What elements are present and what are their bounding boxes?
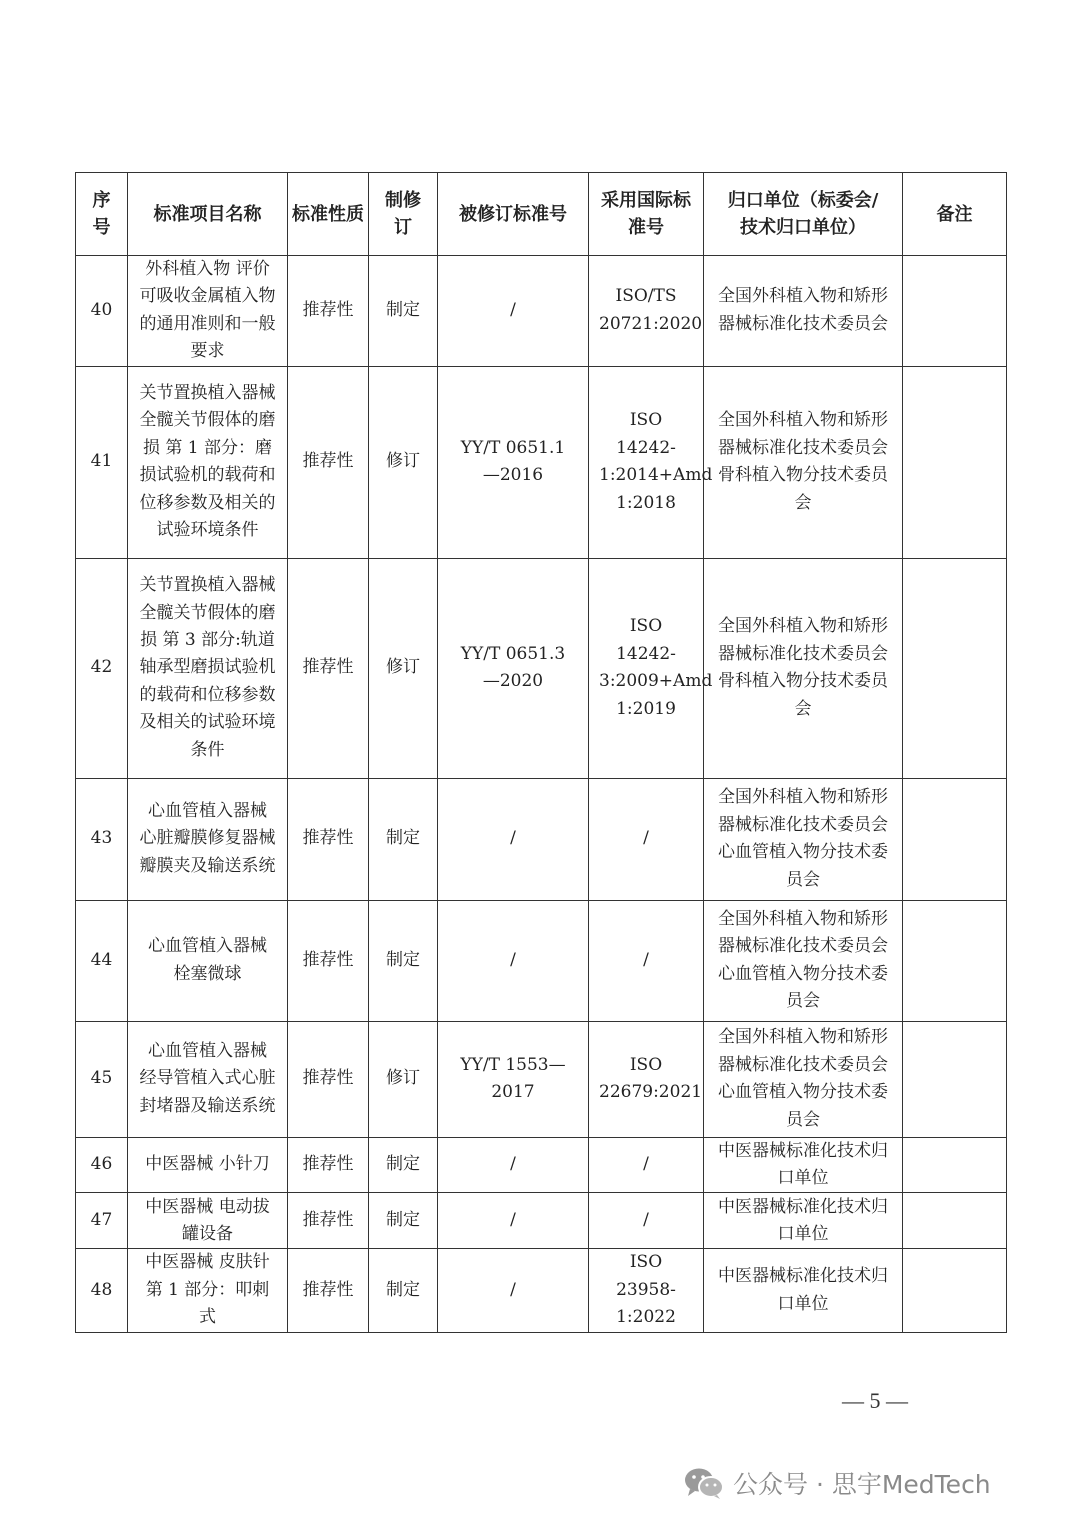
table-row [76, 1021, 1007, 1137]
row-number: 47 [76, 1193, 128, 1249]
row-type: 制定 [369, 778, 438, 900]
row-nature: 推荐性 [288, 1021, 369, 1137]
row-revised: / [438, 1193, 589, 1249]
header-no: 序号 [76, 173, 128, 256]
row-number: 42 [76, 558, 128, 778]
row-number: 41 [76, 366, 128, 558]
row-name: 外科植入物 评价可吸收金属植入物的通用准则和一般要求 [128, 256, 288, 367]
row-name: 心血管植入器械 栓塞微球 [128, 900, 288, 1021]
row-unit: 中医器械标准化技术归口单位 [704, 1249, 903, 1332]
row-unit: 全国外科植入物和矫形器械标准化技术委员会 [704, 256, 903, 367]
row-type: 修订 [369, 366, 438, 558]
row-unit: 全国外科植入物和矫形器械标准化技术委员会心血管植入物分技术委员会 [704, 778, 903, 900]
row-number: 46 [76, 1137, 128, 1193]
row-intl: / [589, 1137, 704, 1193]
row-number: 45 [76, 1021, 128, 1137]
row-type: 修订 [369, 558, 438, 778]
row-type: 制定 [369, 1193, 438, 1249]
row-name: 心血管植入器械 经导管植入式心脏封堵器及输送系统 [128, 1021, 288, 1137]
header-note: 备注 [903, 173, 1007, 256]
row-revised: / [438, 1137, 589, 1193]
row-note [903, 256, 1007, 367]
row-intl: ISO/TS 20721:2020 [589, 256, 704, 367]
standards-table [75, 172, 1007, 1333]
row-intl: / [589, 778, 704, 900]
row-type: 制定 [369, 900, 438, 1021]
row-name: 关节置换植入器械 全髋关节假体的磨损 第 1 部分：磨损试验机的载荷和位移参数及相关的试验环境条件 [128, 366, 288, 558]
table-row [76, 900, 1007, 1021]
row-nature: 推荐性 [288, 1137, 369, 1193]
header-type: 制修订 [369, 173, 438, 256]
row-number: 43 [76, 778, 128, 900]
table-row [76, 778, 1007, 900]
header-intl: 采用国际标准号 [589, 173, 704, 256]
row-intl: ISO 14242-1:2014+Amd 1:2018 [589, 366, 704, 558]
row-note [903, 900, 1007, 1021]
row-revised: / [438, 778, 589, 900]
table-row [76, 1137, 1007, 1193]
watermark [683, 1465, 991, 1501]
header-nature: 标准性质 [288, 173, 369, 256]
row-nature: 推荐性 [288, 778, 369, 900]
row-name: 关节置换植入器械 全髋关节假体的磨损 第 3 部分:轨道轴承型磨损试验机的载荷和位移参数及相关的试验环境条件 [128, 558, 288, 778]
row-note [903, 1137, 1007, 1193]
watermark-text: 公众号 · 思宇MedTech [733, 1470, 991, 1499]
row-name: 心血管植入器械 心脏瓣膜修复器械 瓣膜夹及输送系统 [128, 778, 288, 900]
row-unit: 全国外科植入物和矫形器械标准化技术委员会骨科植入物分技术委员会 [704, 558, 903, 778]
row-note [903, 1021, 1007, 1137]
row-revised: / [438, 900, 589, 1021]
row-note [903, 558, 1007, 778]
wechat-icon [683, 1466, 725, 1500]
row-unit: 全国外科植入物和矫形器械标准化技术委员会骨科植入物分技术委员会 [704, 366, 903, 558]
row-nature: 推荐性 [288, 558, 369, 778]
row-note [903, 778, 1007, 900]
row-note [903, 366, 1007, 558]
table-header-row [76, 173, 1007, 256]
row-type: 修订 [369, 1021, 438, 1137]
row-number: 48 [76, 1249, 128, 1332]
row-nature: 推荐性 [288, 900, 369, 1021]
row-name: 中医器械 小针刀 [128, 1137, 288, 1193]
page-number: — 5 — [842, 1388, 908, 1413]
header-unit: 归口单位（标委会/技术归口单位） [704, 173, 903, 256]
row-revised: / [438, 256, 589, 367]
row-nature: 推荐性 [288, 366, 369, 558]
table-row [76, 256, 1007, 367]
row-unit: 中医器械标准化技术归口单位 [704, 1137, 903, 1193]
row-revised: / [438, 1249, 589, 1332]
table-row [76, 366, 1007, 558]
row-note [903, 1249, 1007, 1332]
row-type: 制定 [369, 1137, 438, 1193]
row-nature: 推荐性 [288, 256, 369, 367]
row-intl: / [589, 1193, 704, 1249]
row-number: 40 [76, 256, 128, 367]
row-nature: 推荐性 [288, 1193, 369, 1249]
table-row [76, 1249, 1007, 1332]
row-intl: / [589, 900, 704, 1021]
row-type: 制定 [369, 1249, 438, 1332]
row-intl: ISO 22679:2021 [589, 1021, 704, 1137]
row-revised: YY/T 1553—2017 [438, 1021, 589, 1137]
row-number: 44 [76, 900, 128, 1021]
row-note [903, 1193, 1007, 1249]
row-revised: YY/T 0651.1—2016 [438, 366, 589, 558]
row-intl: ISO 14242-3:2009+Amd 1:2019 [589, 558, 704, 778]
table-row [76, 1193, 1007, 1249]
header-name: 标准项目名称 [128, 173, 288, 256]
row-name: 中医器械 皮肤针 第 1 部分：叩刺式 [128, 1249, 288, 1332]
row-revised: YY/T 0651.3—2020 [438, 558, 589, 778]
table-row [76, 558, 1007, 778]
row-unit: 中医器械标准化技术归口单位 [704, 1193, 903, 1249]
header-revised: 被修订标准号 [438, 173, 589, 256]
row-intl: ISO 23958-1:2022 [589, 1249, 704, 1332]
row-type: 制定 [369, 256, 438, 367]
row-unit: 全国外科植入物和矫形器械标准化技术委员会心血管植入物分技术委员会 [704, 1021, 903, 1137]
row-nature: 推荐性 [288, 1249, 369, 1332]
row-name: 中医器械 电动拔罐设备 [128, 1193, 288, 1249]
row-unit: 全国外科植入物和矫形器械标准化技术委员会心血管植入物分技术委员会 [704, 900, 903, 1021]
